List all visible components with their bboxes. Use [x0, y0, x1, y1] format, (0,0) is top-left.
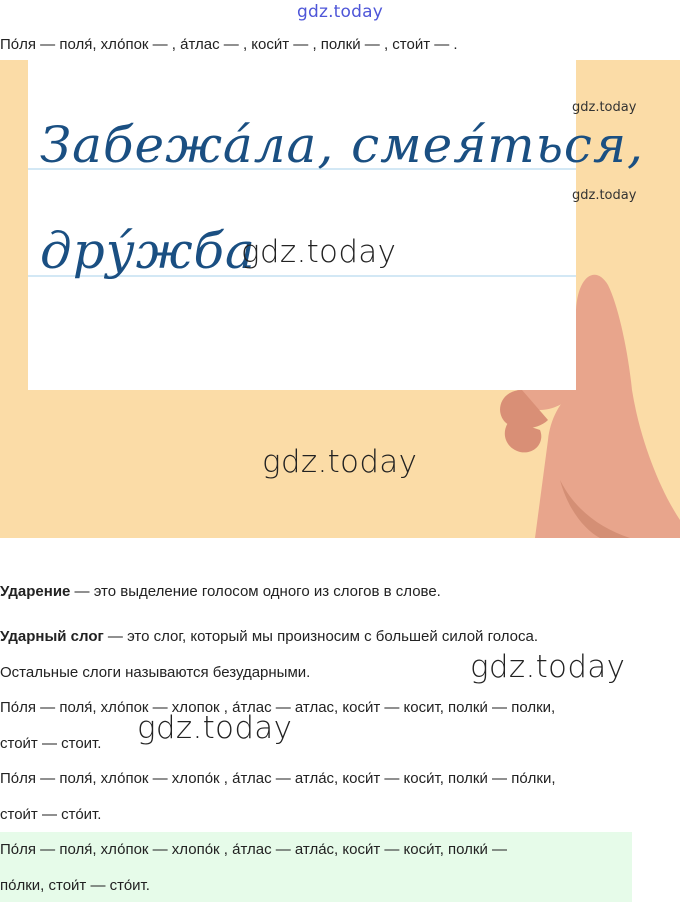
- definition-unstressed: Остальные слоги называются безударными.: [0, 664, 311, 681]
- watermark-text-2: gdz.today: [137, 710, 293, 746]
- term-stressed-syllable: Ударный слог: [0, 628, 104, 645]
- answer-3-line-1: По́ля — поля́, хло́пок — хлопо́к , а́тлас — атла́с, коси́т — коси́т, полки́ —: [0, 841, 508, 858]
- definition-stress-text: — это выделение голосом одного из слогов в слове.: [70, 583, 441, 600]
- definition-stressed-text: — это слог, который мы произносим с большей силой голоса.: [103, 628, 539, 645]
- watermark-illustration: gdz.today: [262, 444, 418, 480]
- illustration: [0, 60, 680, 538]
- watermark-small-1: gdz.today: [572, 100, 637, 115]
- answer-2-line-2: стои́т — сто́ит.: [0, 806, 102, 823]
- handwritten-line-1: Забежа́ла, смея́ться,: [40, 116, 644, 174]
- answer-2-line-1: По́ля — поля́, хло́пок — хлопо́к , а́тлас — атла́с, коси́т — коси́т, полки́ — по́лки,: [0, 770, 556, 787]
- watermark-text-1: gdz.today: [470, 649, 626, 685]
- definition-stressed-syllable: [0, 628, 538, 645]
- answer-1-line-1: По́ля — поля́, хло́пок — хлопок , а́тлас — атлас, коси́т — косит, полки́ — полки,: [0, 699, 556, 716]
- white-card: [28, 60, 644, 390]
- top-watermark: gdz.today: [296, 2, 384, 22]
- handwritten-line-2: дру́жба: [40, 222, 256, 280]
- term-stress: Ударение: [0, 583, 71, 600]
- watermark-small-2: gdz.today: [572, 188, 637, 203]
- definition-stress: [0, 583, 441, 600]
- task-line: По́ля — поля́, хло́пок — , а́тлас — , коси́т — , полки́ — , стои́т — .: [0, 36, 458, 53]
- answer-3-line-2: по́лки, стои́т — сто́ит.: [0, 877, 150, 894]
- answer-1-line-2: стои́т — стоит.: [0, 735, 102, 752]
- watermark-card: gdz.today: [241, 234, 397, 270]
